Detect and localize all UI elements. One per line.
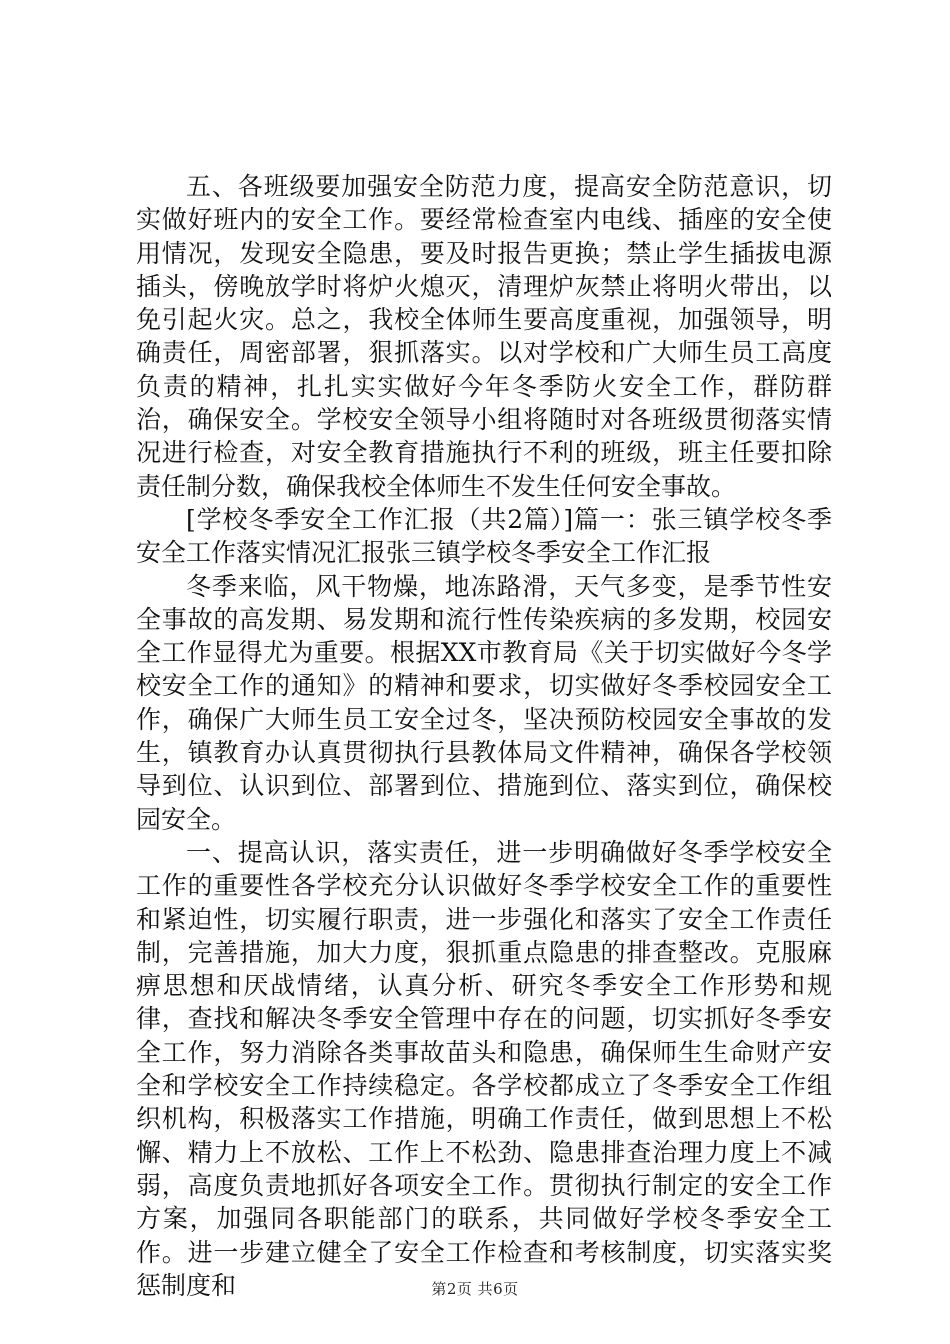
paragraph-safety-measures: 五、各班级要加强安全防范力度，提高安全防范意识，切实做好班内的安全工作。要经常检查室内电线、插座的安全使用情况，发现安全隐患，要及时报告更换；禁止学生插拔电源插头，傍晚放学时将炉火熄灭，清理炉灰禁止将明火带出，以免引起火灾。总之，我校全体师生要高度重视，加强领导，明确责任，周密部署，狠抓落实。以对学校和广大师生员工高度负责的精神，扎扎实实做好今年冬季防火安全工作，群防群治，确保安全。学校安全领导小组将随时对各班级贯彻落实情况进行检查，对安全教育措施执行不利的班级，班主任要扣除责任制分数，确保我校全体师生不发生任何安全事故。 [136,172,832,501]
paragraph-winter-intro: 冬季来临，风干物燥，地冻路滑，天气多变，是季节性安全事故的高发期、易发期和流行性传染疾病的多发期，校园安全工作显得尤为重要。根据XX市教育局《关于切实做好今冬学校安全工作的通知》的精神和要求，切实做好冬季校园安全工作，确保广大师生员工安全过冬，坚决预防校园安全事故的发生，镇教育办认真贯彻执行县教体局文件精神，确保各学校领导到位、认识到位、部署到位、措施到位、落实到位，确保校园安全。 [136,571,832,834]
paragraph-report-title: [学校冬季安全工作汇报（共2篇）]篇一：张三镇学校冬季安全工作落实情况汇报张三镇学校冬季安全工作汇报 [136,504,832,568]
paragraph-section-one: 一、提高认识，落实责任，进一步明确做好冬季学校安全工作的重要性各学校充分认识做好冬季学校安全工作的重要性和紧迫性，切实履行职责，进一步强化和落实了安全工作责任制，完善措施，加大力度，狠抓重点隐患的排查整改。克服麻痹思想和厌战情绪，认真分析、研究冬季安全工作形势和规律，查找和解决冬季安全管理中存在的问题，切实抓好冬季安全工作，努力消除各类事故苗头和隐患，确保师生生命财产安全和学校安全工作持续稳定。各学校都成立了冬季安全工作组织机构，积极落实工作措施，明确工作责任，做到思想上不松懈、精力上不放松、工作上不松劲、隐患排查治理力度上不减弱，高度负责地抓好各项安全工作。贯彻执行制定的安全工作方案，加强同各职能部门的联系，共同做好学校冬季安全工作。进一步建立健全了安全工作检查和考核制度，切实落实奖惩制度和 [136,837,832,1300]
document-body [136,170,832,1302]
page-number-footer: 第2页 共6页 [431,1280,519,1298]
